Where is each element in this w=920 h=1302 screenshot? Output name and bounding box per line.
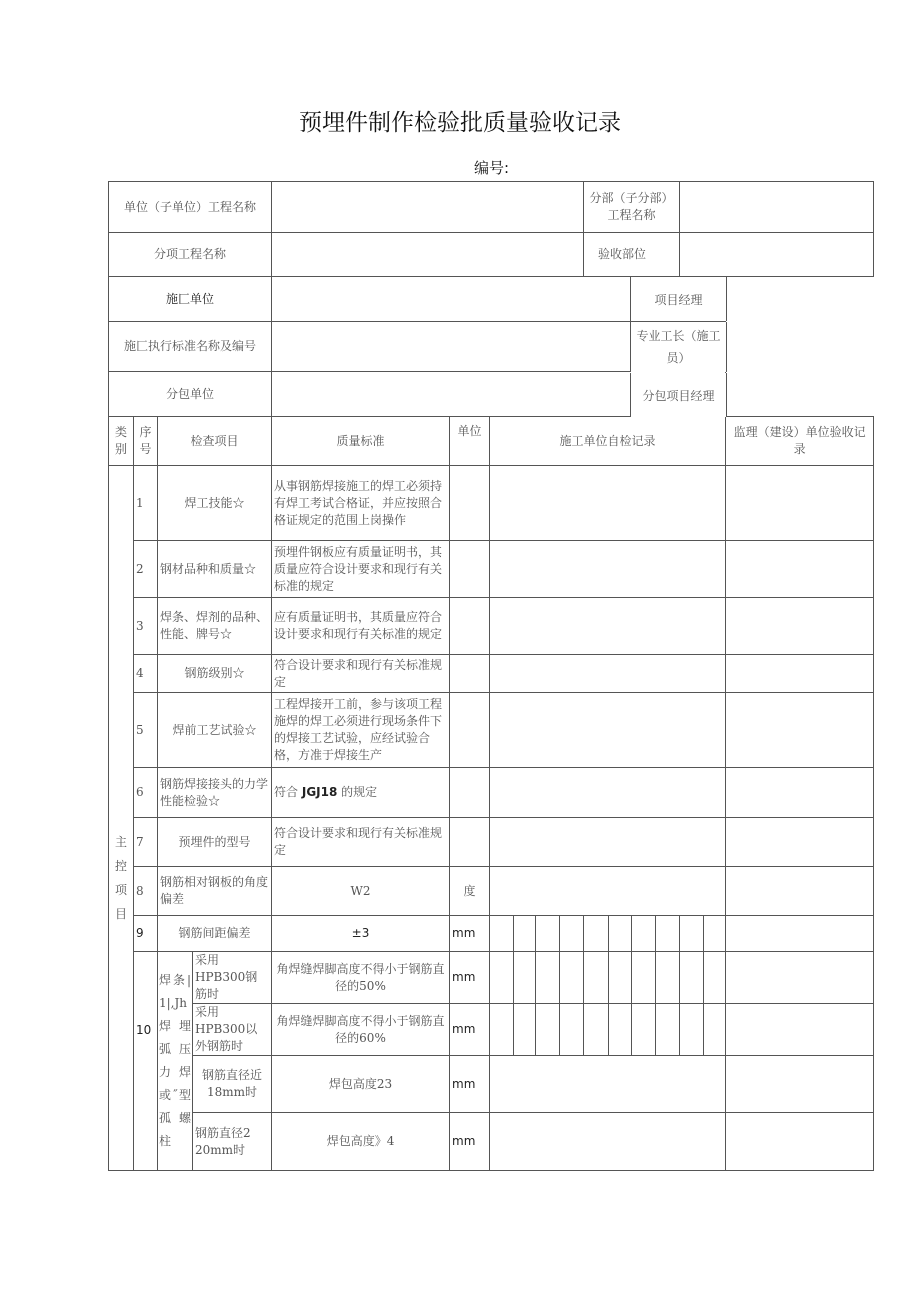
row-3-no: 3	[134, 598, 158, 655]
row-6-self-check[interactable]	[490, 768, 726, 818]
row-10-sub-1-standard: 角焊缝焊脚高度不得小于钢筋直径的50%	[272, 952, 450, 1004]
row-6-supervision[interactable]	[726, 768, 874, 818]
row-2-self-check[interactable]	[490, 541, 726, 598]
row-10-sub-1-check-3[interactable]	[536, 952, 560, 1004]
row-4-standard: 符合设计要求和现行有关标准规定	[272, 655, 450, 693]
row-10-sub-2-check-2[interactable]	[514, 1004, 536, 1056]
row-10-no: 10	[134, 952, 158, 1171]
col-standard: 质量标准	[272, 417, 450, 466]
row-10-sub-4-cond: 钢筋直径2 20mm时	[193, 1113, 272, 1171]
row-10-sub-2-check-5[interactable]	[584, 1004, 609, 1056]
row-10-sub-4-supervision[interactable]	[726, 1113, 874, 1171]
row-3-self-check[interactable]	[490, 598, 726, 655]
row-6-standard	[272, 768, 450, 818]
acceptance-part-label: 验收部位	[584, 233, 680, 277]
row-5-standard: 工程焊接开工前，参与该项工程施焊的焊工必须进行现场条件下的焊接工艺试验，应经试验合格，方准于焊接生产	[272, 693, 450, 768]
col-category: 类别	[109, 417, 134, 466]
row-2-standard: 预埋件钢板应有质量证明书，其质量应符合设计要求和现行有关标准的规定	[272, 541, 450, 598]
row-9-check-7[interactable]	[632, 916, 656, 952]
row-9-check-8[interactable]	[656, 916, 680, 952]
row-9-check-5[interactable]	[584, 916, 609, 952]
row-10-sub-3-standard: 焊包高度23	[272, 1056, 450, 1113]
category-main	[109, 466, 134, 1171]
foreman-label: 专业工长（施工员）	[630, 322, 727, 372]
sub-item-name-value[interactable]	[272, 233, 584, 277]
row-9-item: 钢筋间距偏差	[158, 916, 272, 952]
row-10-sub-3-unit: mm	[450, 1056, 490, 1113]
row-5-supervision[interactable]	[726, 693, 874, 768]
row-8-item: 钢筋相对钢板的角度偏差	[158, 867, 272, 916]
row-10-sub-2-check-7[interactable]	[632, 1004, 656, 1056]
row-10-sub-1-check-6[interactable]	[609, 952, 632, 1004]
row-7-standard: 符合设计要求和现行有关标准规定	[272, 818, 450, 867]
standard-name-label: 施匚执行标准名称及编号	[109, 322, 272, 372]
row-10-sub-1-check-2[interactable]	[514, 952, 536, 1004]
row-6-item: 钢筋焊接接头的力学性能检验☆	[158, 768, 272, 818]
row-4-self-check[interactable]	[490, 655, 726, 693]
unit-project-name-value[interactable]	[272, 182, 584, 233]
row-8-standard: W2	[272, 867, 450, 916]
row-10-sub-1-check-9[interactable]	[680, 952, 704, 1004]
col-self-check: 施工单位自检记录	[490, 417, 726, 466]
row-9-check-10[interactable]	[704, 916, 726, 952]
row-1-self-check[interactable]	[490, 466, 726, 541]
document-number-label: 编号:	[474, 159, 510, 177]
row-1-unit	[450, 466, 490, 541]
row-9-check-2[interactable]	[514, 916, 536, 952]
row-9-check-9[interactable]	[680, 916, 704, 952]
row-7-unit	[450, 818, 490, 867]
row-2-unit	[450, 541, 490, 598]
project-manager-label: 项目经理	[630, 277, 727, 321]
row-10-sub-2-check-9[interactable]	[680, 1004, 704, 1056]
row-6-no: 6	[134, 768, 158, 818]
row-7-item: 预埋件的型号	[158, 818, 272, 867]
row-10-sub-1-check-10[interactable]	[704, 952, 726, 1004]
row-9-check-4[interactable]	[560, 916, 584, 952]
row-9-unit: mm	[450, 916, 490, 952]
row-4-no: 4	[134, 655, 158, 693]
row-8-supervision[interactable]	[726, 867, 874, 916]
document-title: 预埋件制作检验批质量验收记录	[299, 110, 621, 136]
row-10-sub-1-check-1[interactable]	[490, 952, 514, 1004]
acceptance-part-value[interactable]	[680, 233, 874, 277]
row-10-sub-2-check-8[interactable]	[656, 1004, 680, 1056]
inspection-table	[108, 181, 874, 1171]
row-1-item: 焊工技能☆	[158, 466, 272, 541]
row-10-sub-2-standard: 角焊缝焊脚高度不得小于钢筋直径的60%	[272, 1004, 450, 1056]
row-10-group-text: 焊条|1|,Jh焊埋弧压力焊或˝型孤螺柱	[159, 973, 191, 1148]
row-1-supervision[interactable]	[726, 466, 874, 541]
row-10-sub-2-check-10[interactable]	[704, 1004, 726, 1056]
row-9-supervision[interactable]	[726, 916, 874, 952]
col-seq: 序号	[134, 417, 158, 466]
row-10-sub-1-check-7[interactable]	[632, 952, 656, 1004]
row-5-no: 5	[134, 693, 158, 768]
row-10-sub-2-supervision[interactable]	[726, 1004, 874, 1056]
row-6-standard-suffix: 的规定	[341, 785, 378, 799]
row-3-standard: 应有质量证明书，其质量应符合设计要求和现行有关标准的规定	[272, 598, 450, 655]
row-10-sub-1-check-8[interactable]	[656, 952, 680, 1004]
row-9-check-1[interactable]	[490, 916, 514, 952]
row-10-sub-1-supervision[interactable]	[726, 952, 874, 1004]
row-3-supervision[interactable]	[726, 598, 874, 655]
row-10-sub-1-unit: mm	[450, 952, 490, 1004]
row-3-item: 焊条、焊剂的品种、性能、牌号☆	[158, 598, 272, 655]
row-10-sub-4-unit: mm	[450, 1113, 490, 1171]
row-4-unit	[450, 655, 490, 693]
row-10-sub-2-unit: mm	[450, 1004, 490, 1056]
row-5-self-check[interactable]	[490, 693, 726, 768]
row-1-no: 1	[134, 466, 158, 541]
row-10-sub-1-cond: 采用HPB300钢筋时	[193, 952, 272, 1004]
unit-project-name-label: 单位（子单位）工程名称	[109, 182, 272, 233]
row-2-supervision[interactable]	[726, 541, 874, 598]
row-10-sub-2-check-3[interactable]	[536, 1004, 560, 1056]
row-8-unit: 度	[450, 867, 490, 916]
sub-item-name-label: 分项工程名称	[109, 233, 272, 277]
col-item: 检查项目	[158, 417, 272, 466]
subcontract-unit-label: 分包单位	[109, 372, 272, 417]
row-10-group	[158, 952, 193, 1171]
row-10-sub-3-supervision[interactable]	[726, 1056, 874, 1113]
col-supervision: 监理（建设）单位验收记录	[726, 417, 874, 466]
row-9-check-3[interactable]	[536, 916, 560, 952]
row-6-unit	[450, 768, 490, 818]
sub-part-name-label: 分部（子分部）工程名称	[584, 182, 680, 233]
row-10-sub-3-cond: 钢筋直径近18mm时	[193, 1056, 272, 1113]
construction-unit-label: 施匚单位	[109, 277, 272, 322]
row-1-standard: 从事钢筋焊接施工的焊工必须持有焊工考试合格证，并应按照合格证规定的范围上岗操作	[272, 466, 450, 541]
row-7-no: 7	[134, 818, 158, 867]
row-4-item: 钢筋级别☆	[158, 655, 272, 693]
col-unit: 单位	[450, 417, 490, 466]
category-main-text: 主控项目	[114, 835, 127, 921]
row-10-sub-4-self-check[interactable]	[490, 1113, 726, 1171]
row-3-unit	[450, 598, 490, 655]
row-10-sub-1-check-4[interactable]	[560, 952, 584, 1004]
row-10-sub-2-check-6[interactable]	[609, 1004, 632, 1056]
row-7-supervision[interactable]	[726, 818, 874, 867]
row-7-self-check[interactable]	[490, 818, 726, 867]
row-10-sub-2-check-1[interactable]	[490, 1004, 514, 1056]
sub-part-name-value[interactable]	[680, 182, 874, 233]
row-10-sub-2-cond: 采用HPB300以外钢筋时	[193, 1004, 272, 1056]
row-10-sub-1-check-5[interactable]	[584, 952, 609, 1004]
row-9-standard: ±3	[272, 916, 450, 952]
row-10-sub-3-self-check[interactable]	[490, 1056, 726, 1113]
row-4-supervision[interactable]	[726, 655, 874, 693]
row-2-item: 钢材品种和质量☆	[158, 541, 272, 598]
row-6-standard-prefix: 符合	[274, 785, 299, 799]
row-8-self-check[interactable]	[490, 867, 726, 916]
row-9-no: 9	[134, 916, 158, 952]
row-9-check-6[interactable]	[609, 916, 632, 952]
row-8-no: 8	[134, 867, 158, 916]
row-5-item: 焊前工艺试验☆	[158, 693, 272, 768]
row-10-sub-4-standard: 焊包高度》4	[272, 1113, 450, 1171]
subcontract-manager-label: 分包项目经理	[630, 373, 727, 417]
row-2-no: 2	[134, 541, 158, 598]
row-6-standard-code: JGJ18	[301, 785, 338, 799]
row-10-sub-2-check-4[interactable]	[560, 1004, 584, 1056]
row-5-unit	[450, 693, 490, 768]
